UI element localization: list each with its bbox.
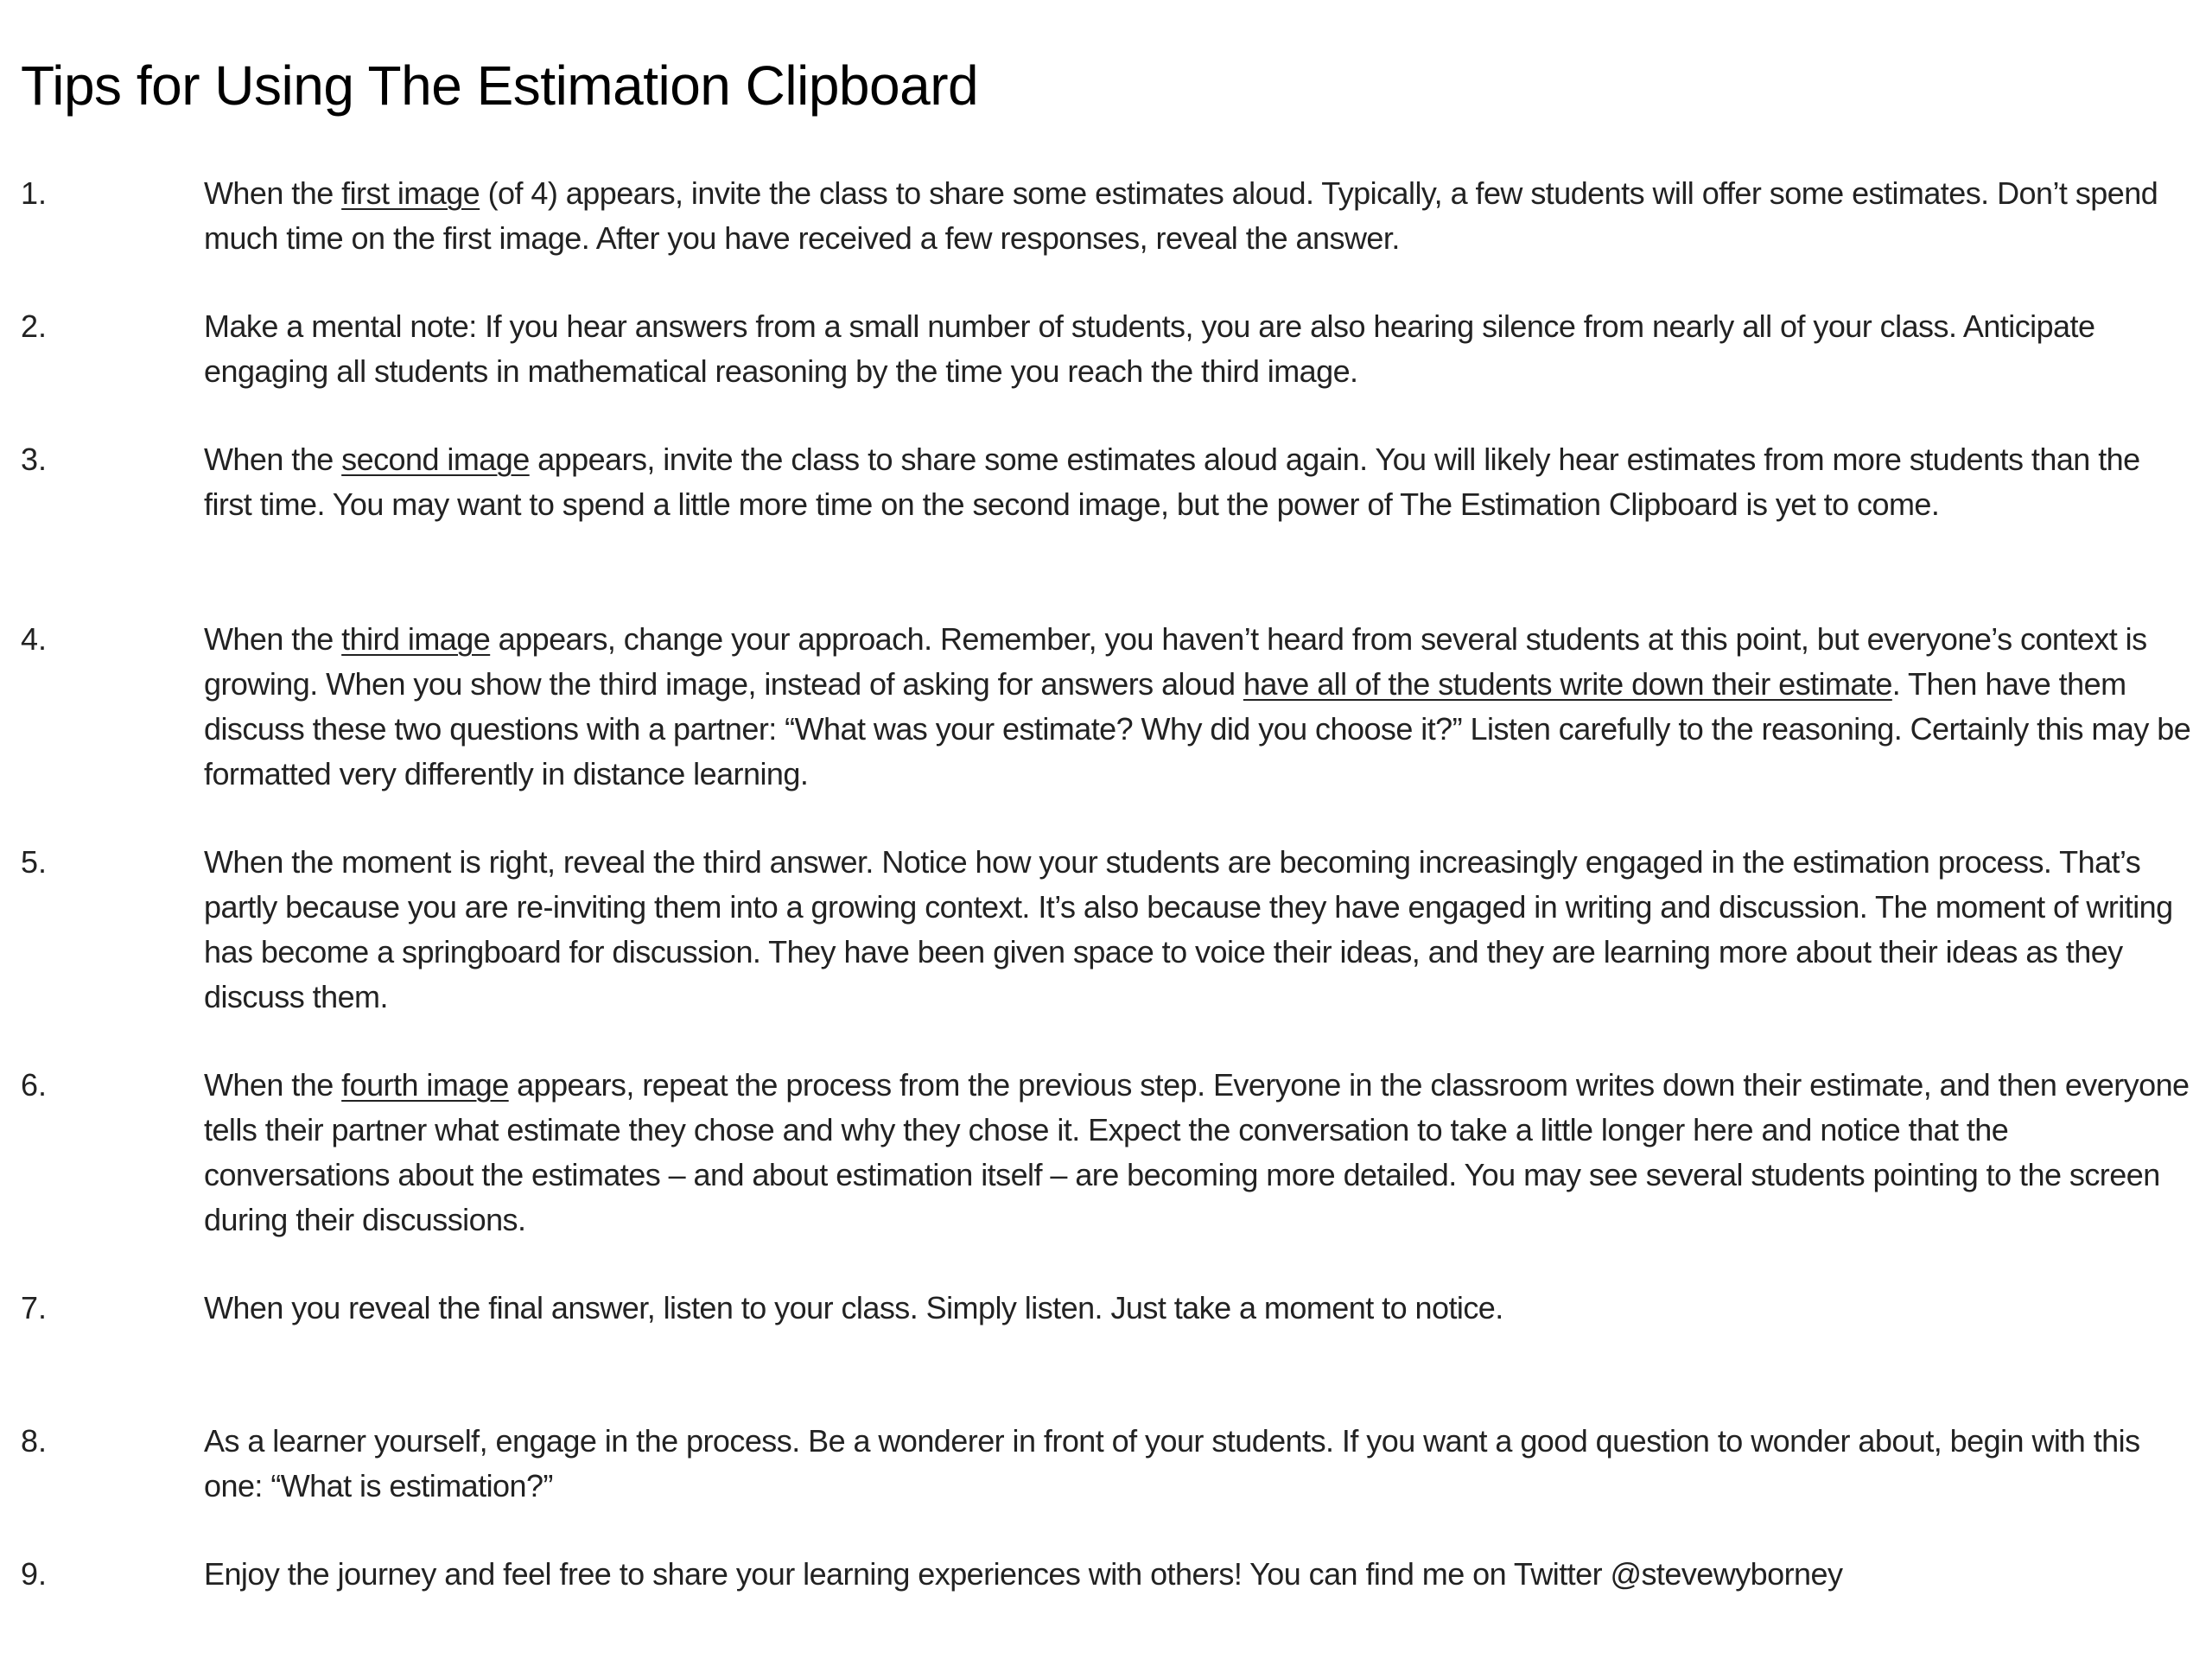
tip-number: 2. (21, 308, 48, 344)
tip-text-segment: When the (204, 621, 342, 657)
tip-number: 3. (21, 442, 48, 477)
tip-text-segment: Enjoy the journey and feel free to share your learning experiences with others! You can find me on Twitter @stevewyborney (204, 1556, 1843, 1592)
tip-text (204, 1419, 2191, 1509)
tip-text-segment: Make a mental note: If you hear answers from a small number of students, you are also hearing silence from nearly all of your class. Anticipate engaging all students in mathematical reasoning by the time you reach the third image. (204, 308, 2095, 389)
tip-emphasis: fourth image (341, 1067, 509, 1103)
tip-number: 7. (21, 1290, 48, 1325)
tip-text (204, 171, 2191, 261)
tip-emphasis: have all of the students write down their estimate (1243, 666, 1892, 702)
tip-number: 4. (21, 621, 48, 657)
tip-text-segment: As a learner yourself, engage in the process. Be a wonderer in front of your students. If you want a good question to wonder about, begin with this one: “What is estimation?” (204, 1423, 2140, 1503)
tip-text (204, 840, 2191, 1020)
tip-text-segment: When the (204, 175, 342, 211)
tip-number: 1. (21, 175, 48, 211)
tip-text-segment: appears, invite the class to share some estimates aloud again. You will likely hear estimates from more students than the first time. You may want to spend a little more time on the second image, but the power of The Estimation Clipboard is yet to come. (204, 442, 2140, 522)
tip-text-segment: (of 4) appears, invite the class to share some estimates aloud. Typically, a few students will offer some estimates. Don’t spend much time on the first image. After you have received a few responses, reveal the answer. (204, 175, 2158, 256)
tip-text-segment: When the (204, 1067, 342, 1103)
tip-emphasis: second image (341, 442, 530, 477)
tip-text-segment: appears, change your approach. Remember, you haven’t heard from several students at this point, but everyone’s context is growing. When you show the third image, instead of asking for answers aloud (204, 621, 2147, 702)
tip-text (204, 1552, 2191, 1597)
tip-text (204, 304, 2191, 394)
tip-text-segment: When the moment is right, reveal the third answer. Notice how your students are becoming increasingly engaged in the estimation process. That’s partly because you are re-inviting them into a growing context. It’s also because they have engaged in writing and discussion. The moment of writing has become a springboard for discussion. They have been given space to voice their ideas, and they are learning more about their ideas as they discuss them. (204, 844, 2173, 1014)
tip-text (204, 617, 2191, 797)
tip-text (204, 1063, 2191, 1243)
tip-number: 6. (21, 1067, 48, 1103)
tip-text (204, 437, 2191, 527)
tip-text-segment: When the (204, 442, 342, 477)
tip-text-segment: . Then have them discuss these two questions with a partner: “What was your estimate? Why did you choose it?” Listen carefully to the reasoning. Certainly this may be formatted very differently in distance learning. (204, 666, 2191, 791)
tip-number: 9. (21, 1556, 48, 1592)
tip-emphasis: first image (341, 175, 480, 211)
tip-number: 5. (21, 844, 48, 880)
tip-number: 8. (21, 1423, 48, 1459)
tip-text (204, 1286, 2191, 1331)
page-title: Tips for Using The Estimation Clipboard (21, 54, 979, 117)
tip-text-segment: When you reveal the final answer, listen to your class. Simply listen. Just take a moment to notice. (204, 1290, 1503, 1325)
tip-emphasis: third image (341, 621, 491, 657)
tip-text-segment: appears, repeat the process from the previous step. Everyone in the classroom writes down their estimate, and then everyone tells their partner what estimate they chose and why they chose it. Expect the conversation to take a little longer here and notice that the conversations about the estimates – and about estimation itself – are becoming more detailed. You may see several students pointing to the screen during their discussions. (204, 1067, 2190, 1237)
